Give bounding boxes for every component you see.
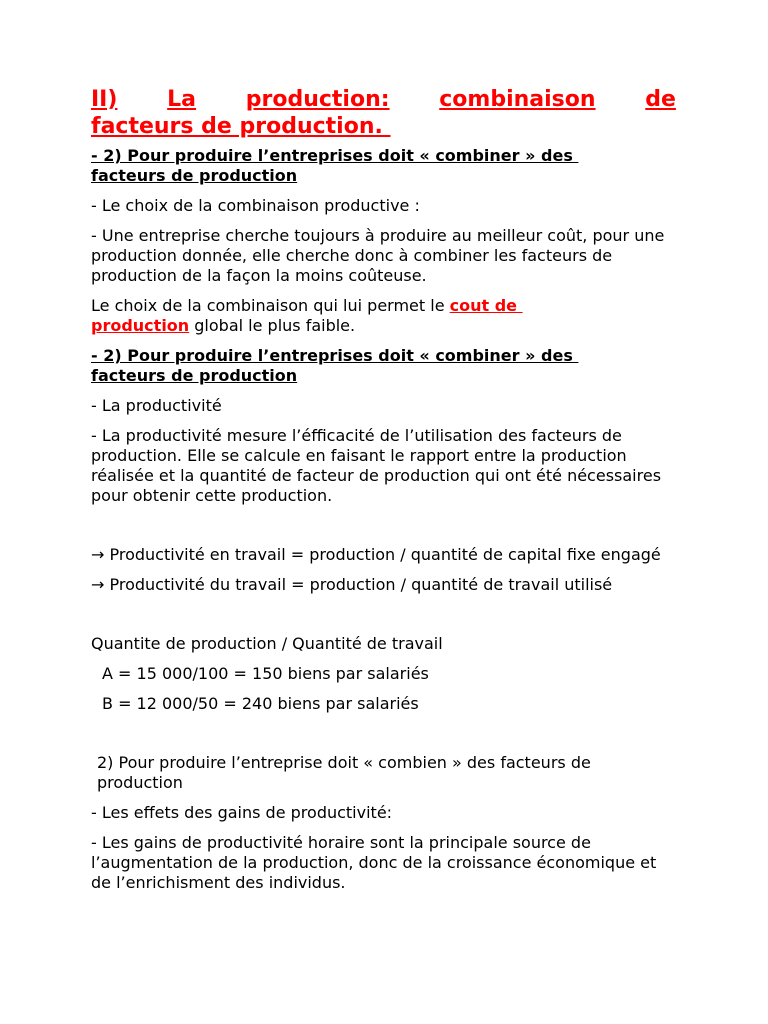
paragraph: - La productivité	[91, 396, 222, 415]
title-word: II)	[91, 87, 118, 112]
section-heading-line-1: - 2) Pour produire l’entreprises doit « combiner » des	[91, 146, 579, 165]
paragraph: - Une entreprise cherche toujours à produire au meilleur coût, pour une production donnée, elle cherche donc à combiner les facteurs de production de la façon la moins coûteuse.	[91, 226, 665, 285]
page-title	[91, 86, 676, 140]
title-line-1	[91, 86, 676, 113]
paragraph-text: Le choix de la combinaison qui lui permet le	[91, 296, 450, 315]
paragraph	[91, 296, 676, 336]
calculation-b: B = 12 000/50 = 240 biens par salariés	[102, 694, 419, 713]
formula: Quantite de production / Quantité de travail	[91, 634, 443, 653]
paragraph: - La productivité mesure l’éfficacité de l’utilisation des facteurs de production. Elle se calcule en faisant le rapport entre la production réalisée et la quantité de facteur de production qui ont été nécessaires pour obtenir cette production.	[91, 426, 662, 505]
arrow-item: → Productivité du travail = production / quantité de travail utilisé	[91, 575, 613, 594]
section-heading-line-2: facteurs de production	[91, 166, 298, 185]
title-word: production:	[245, 87, 390, 112]
section-heading-line-2: facteurs de production	[91, 366, 298, 385]
section-heading	[91, 346, 676, 386]
arrow-item: → Productivité en travail = production / quantité de capital fixe engagé	[91, 545, 661, 564]
title-word: de	[645, 87, 676, 112]
cost-of-production-link[interactable]: cout de production	[91, 296, 523, 335]
document-page	[91, 86, 676, 893]
title-word: La	[167, 87, 197, 112]
paragraph-text: global le plus faible.	[189, 316, 356, 335]
section-heading-line-1: - 2) Pour produire l’entreprises doit « combiner » des	[91, 346, 579, 365]
title-word: combinaison	[439, 87, 596, 112]
paragraph: - Le choix de la combinaison productive :	[91, 196, 420, 215]
paragraph: - Les gains de productivité horaire sont la principale source de l’augmentation de la production, donc de la croissance économique et de l’enrichisment des individus.	[91, 833, 657, 892]
section-heading	[91, 146, 676, 186]
paragraph: - Les effets des gains de productivité:	[91, 803, 393, 822]
section-heading-plain: 2) Pour produire l’entreprise doit « combien » des facteurs de production	[97, 753, 591, 792]
calculation-a: A = 15 000/100 = 150 biens par salariés	[102, 664, 429, 683]
title-line-2: facteurs de production.	[91, 114, 391, 139]
